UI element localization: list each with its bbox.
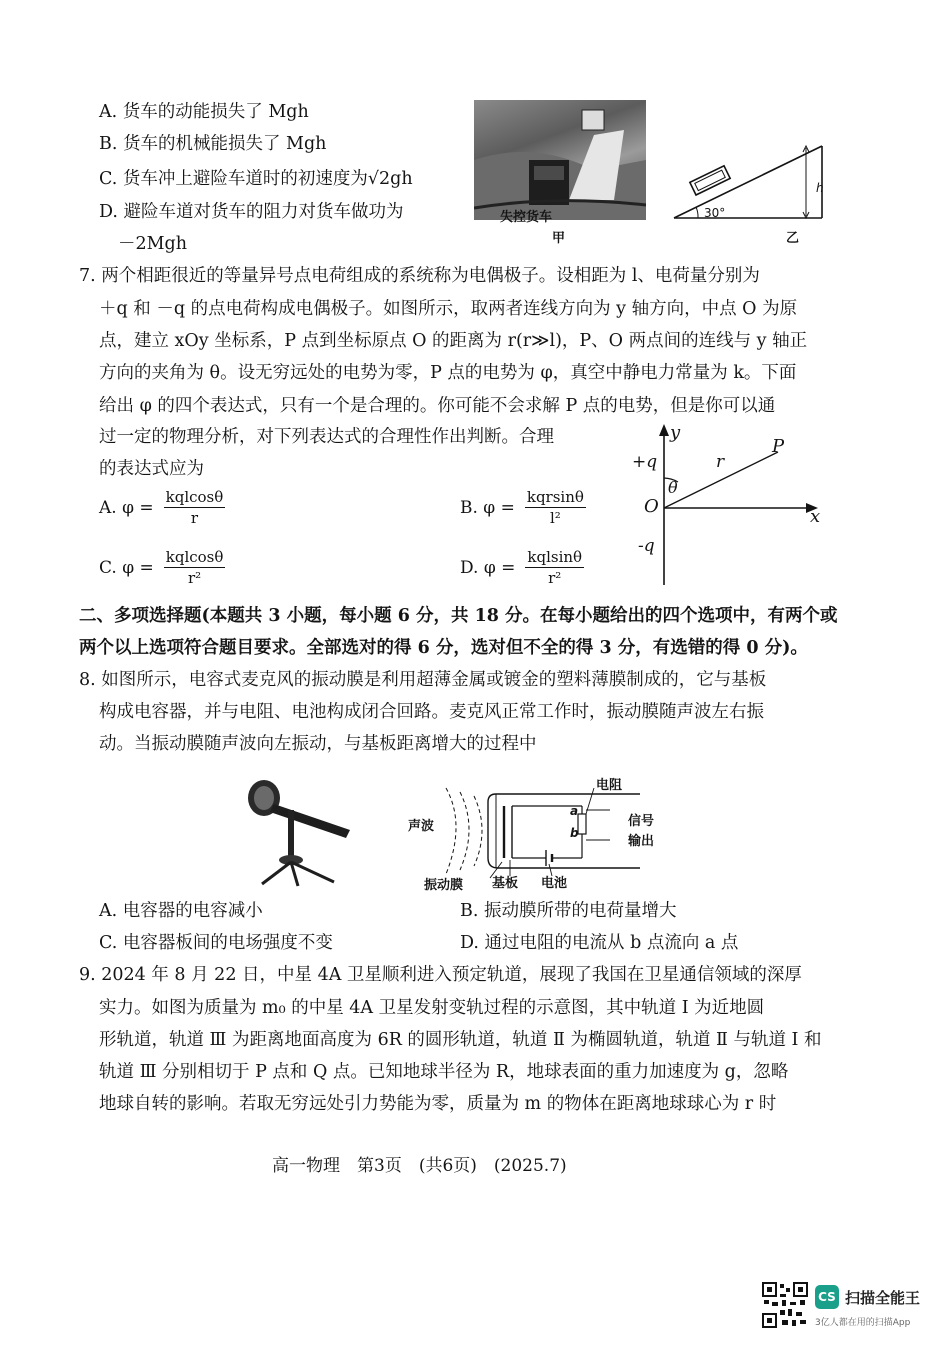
q8-line-2: 构成电容器，并与电阻、电池构成闭合回路。麦克风正常工作时，振动膜随声波左右振 [99, 702, 764, 722]
scanner-tagline: 3亿人都在用的扫描App [815, 1318, 911, 1328]
q7-line-3: 点，建立 xOy 坐标系，P 点到坐标原点 O 的距离为 r(r≫l)，P、O 两点间的连线与 y 轴正 [99, 331, 808, 351]
q7-option-d: D. φ = $\frac{\text{kqlsinθ}}{\text{r²}}$ [460, 548, 583, 587]
q9-line-1: 9. 2024 年 8 月 22 日，中星 4A 卫星顺利进入预定轨道，展现了我国在卫星通信领域的深厚 [79, 965, 802, 985]
q7-line-1: 7. 两个相距很近的等量异号点电荷组成的系统称为电偶极子。设相距为 l、电荷量分别为 [79, 266, 760, 286]
q7-option-a: A. φ = $\frac{\text{kqlcosθ}}{r}$ [99, 488, 224, 527]
dipole-theta-label: θ [668, 478, 678, 497]
q8-option-d: D. 通过电阻的电流从 b 点流向 a 点 [460, 933, 739, 953]
incline-angle: 30° [704, 206, 726, 220]
scanner-badge [815, 1285, 920, 1309]
label-point-b: b [570, 826, 579, 840]
label-resistor: 电阻 [596, 778, 623, 793]
q7-line-7: 的表达式应为 [99, 459, 204, 479]
q6-option-c: C. 货车冲上避险车道时的初速度为√2gh [99, 169, 413, 189]
q6-option-d-cont: －2Mgh [118, 234, 188, 254]
label-membrane: 振动膜 [424, 878, 464, 893]
q6-option-b: B. 货车的机械能损失了 Mgh [99, 134, 327, 154]
photo-label: 失控货车 [500, 210, 553, 225]
dipole-minus-q: -q [638, 536, 655, 556]
dipole-r-label: r [716, 452, 725, 472]
q9-line-2: 实力。如图为质量为 m₀ 的中星 4A 卫星发射变轨过程的示意图，其中轨道 Ⅰ 为近地圆 [99, 998, 765, 1018]
q9-line-5: 地球自转的影响。若取无穷远处引力势能为零，质量为 m 的物体在距离地球球心为 r 时 [99, 1094, 777, 1114]
figure-yi-label: 乙 [786, 231, 800, 246]
q7-line-2: ＋q 和 －q 的点电荷构成电偶极子。如图所示，取两者连线方向为 y 轴方向，中点 O 为原 [99, 299, 798, 319]
q7-line-4: 方向的夹角为 θ。设无穷远处的电势为零，P 点的电势为 φ，真空中静电力常量为 k。下面 [99, 363, 797, 383]
q8-line-3: 动。当振动膜随声波向左振动，与基板距离增大的过程中 [99, 734, 537, 754]
section2-line-2: 两个以上选项符合题目要求。全部选对的得 6 分，选对但不全的得 3 分，有选错的得 0 分)。 [79, 638, 808, 658]
label-sound-wave: 声波 [408, 819, 435, 834]
label-signal: 信号 [628, 814, 655, 829]
q6-option-d: D. 避险车道对货车的阻力对货车做功为 [99, 202, 404, 222]
runaway-truck-photo [474, 100, 646, 220]
q7-line-5: 给出 φ 的四个表达式，只有一个是合理的。你可能不会求解 P 点的电势，但是你可以通 [99, 396, 776, 416]
label-output: 输出 [628, 834, 655, 849]
q7-option-c: C. φ = $\frac{\text{kqlcosθ}}{\text{r²}}$ [99, 548, 224, 587]
q8-option-c: C. 电容器板间的电场强度不变 [99, 933, 333, 953]
q8-line-1: 8. 如图所示，电容式麦克风的振动膜是利用超薄金属或镀金的塑料薄膜制成的，它与基板 [79, 670, 767, 690]
q9-line-3: 形轨道，轨道 Ⅲ 为距离地面高度为 6R 的圆形轨道，轨道 Ⅱ 为椭圆轨道，轨道 Ⅱ 与轨道 Ⅰ 和 [99, 1030, 822, 1050]
page-footer: 高一物理 第3页 (共6页) (2025.7) [272, 1156, 567, 1176]
dipole-p-label: P [772, 436, 785, 457]
dipole-x-label: x [810, 506, 821, 527]
q8-option-b: B. 振动膜所带的电荷量增大 [460, 901, 677, 921]
incline-diagram [672, 140, 832, 222]
qr-code-icon [762, 1282, 808, 1328]
scanner-app-name: 扫描全能王 [845, 1288, 921, 1307]
figure-jia-label: 甲 [552, 231, 566, 246]
scanner-logo-icon: CS [815, 1285, 839, 1309]
capacitor-circuit-diagram [440, 778, 650, 884]
microphone-icon [240, 776, 360, 888]
dipole-origin-label: O [644, 496, 659, 517]
incline-h: h [816, 181, 824, 195]
dipole-y-label: y [670, 422, 681, 443]
q7-option-b: B. φ = $\frac{\text{kqrsinθ}}{\text{l²}}$ [460, 488, 584, 527]
q8-option-a: A. 电容器的电容减小 [99, 901, 263, 921]
q6-option-a: A. 货车的动能损失了 Mgh [99, 102, 309, 122]
section2-line-1: 二、多项选择题(本题共 3 小题，每小题 6 分，共 18 分。在每小题给出的四个选项中，有两个或 [79, 606, 838, 626]
label-point-a: a [570, 804, 579, 818]
label-battery: 电池 [541, 876, 568, 891]
dipole-plus-q: +q [632, 452, 658, 472]
q9-line-4: 轨道 Ⅲ 分别相切于 P 点和 Q 点。已知地球半径为 R，地球表面的重力加速度为 g，忽略 [99, 1062, 789, 1082]
label-plate: 基板 [492, 876, 519, 891]
q7-line-6: 过一定的物理分析，对下列表达式的合理性作出判断。合理 [99, 427, 554, 447]
